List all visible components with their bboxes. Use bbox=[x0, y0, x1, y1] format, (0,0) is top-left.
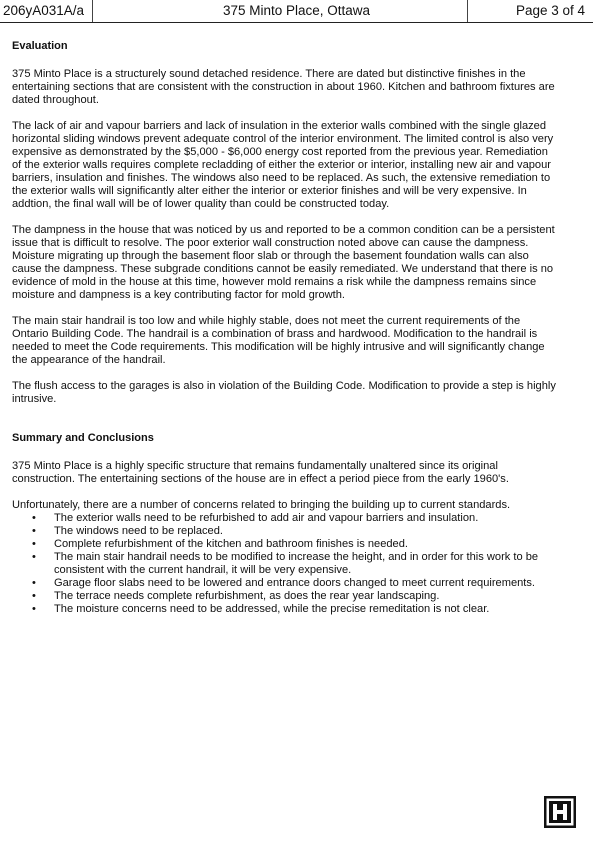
list-item-text: The main stair handrail needs to be modified to increase the height, and in order for this work to be consistent with the current handrail, it will be very expensive. bbox=[54, 551, 539, 576]
evaluation-paragraph: The main stair handrail is too low and while highly stable, does not meet the current requirements of the Ontario Building Code. The handrail is a combination of brass and hardwood. Modification to the handrail is needed to meet the Code requirements. This modification will be highly intrusive and will significantly change the appearance of the handrail. bbox=[12, 315, 545, 366]
list-item bbox=[32, 512, 557, 525]
summary-heading: Summary and Conclusions bbox=[12, 432, 154, 444]
file-reference: 206yA031A/a bbox=[3, 3, 85, 18]
summary-paragraph: 375 Minto Place is a highly specific structure that remains fundamentally unaltered since its original construction. The entertaining sections of the house are in effect a period piece from the early 1960's. bbox=[12, 460, 509, 485]
evaluation-heading: Evaluation bbox=[12, 40, 68, 52]
list-item-text: The windows need to be replaced. bbox=[54, 525, 223, 537]
evaluation-paragraph: 375 Minto Place is a structurely sound detached residence. There are dated but distinctive finishes in the entertaining sections that are consistent with the construction in about 1960. Kitchen and bathroom fixtures are dated throughout. bbox=[12, 68, 555, 106]
list-item-text: The exterior walls need to be refurbished to add air and vapour barriers and insulation. bbox=[54, 512, 479, 524]
page-number: Page 3 of 4 bbox=[515, 3, 585, 18]
document-body bbox=[12, 40, 557, 616]
bullet: • bbox=[32, 512, 36, 524]
evaluation-paragraph: The dampness in the house that was noticed by us and reported to be a common condition can be a persistent issue that is difficult to resolve. The poor exterior wall construction noted above can cause the dampness. Moisture migrating up through the basement floor slab or through the basement foundation walls can also cause the dampness. These subgrade conditions cannot be easily remediated. We understand that there is no evidence of mold in the house at this time, however mold remains a risk while the dampness remains since moisture and dampness is a key contributing factor for mold growth. bbox=[12, 224, 555, 301]
bullet: • bbox=[32, 538, 36, 550]
bullet: • bbox=[32, 590, 36, 602]
list-item bbox=[32, 525, 557, 538]
list-item-text: Garage floor slabs need to be lowered and entrance doors changed to meet current requirements. bbox=[54, 577, 536, 589]
bullet: • bbox=[32, 577, 36, 589]
evaluation-paragraph: The flush access to the garages is also in violation of the Building Code. Modification to provide a step is highly intrusive. bbox=[12, 380, 556, 405]
summary-paragraph: Unfortunately, there are a number of concerns related to bringing the building up to current standards. bbox=[12, 499, 511, 511]
document-address: 375 Minto Place, Ottawa bbox=[222, 3, 371, 18]
list-item-text: The moisture concerns need to be addressed, while the precise remeditation is not clear. bbox=[54, 603, 490, 615]
list-item-text: Complete refurbishment of the kitchen and bathroom finishes is needed. bbox=[54, 538, 408, 550]
list-item bbox=[32, 590, 557, 603]
evaluation-paragraph: The lack of air and vapour barriers and lack of insulation in the exterior walls combined with the single glazed horizontal sliding windows prevent adequate control of the interior environment. The limited control is also very expensive as demonstrated by the $5,000 - $6,000 energy cost reported from the previous year. Remediation of the exterior walls requires complete recladding of either the exterior or interior, installing new air and vapour barriers, insulation and finishes. The windows also need to be replaced. As such, the extensive remediation to the exterior walls will significantly alter either the interior or exterior finishes and will be very expensive. In addtion, the final wall will be of lower quality than could be constructed today. bbox=[12, 120, 554, 210]
list-item bbox=[32, 538, 557, 551]
list-item bbox=[32, 551, 557, 577]
list-item bbox=[32, 603, 557, 616]
list-item-text: The terrace needs complete refurbishment, as does the rear year landscaping. bbox=[54, 590, 440, 602]
h-monogram-logo bbox=[544, 796, 576, 828]
list-item bbox=[32, 577, 557, 590]
header-divider bbox=[467, 0, 468, 22]
bullet: • bbox=[32, 603, 36, 615]
bullet: • bbox=[32, 525, 36, 537]
bullet: • bbox=[32, 551, 36, 563]
conclusions-list bbox=[12, 512, 557, 616]
page-header bbox=[0, 0, 593, 23]
